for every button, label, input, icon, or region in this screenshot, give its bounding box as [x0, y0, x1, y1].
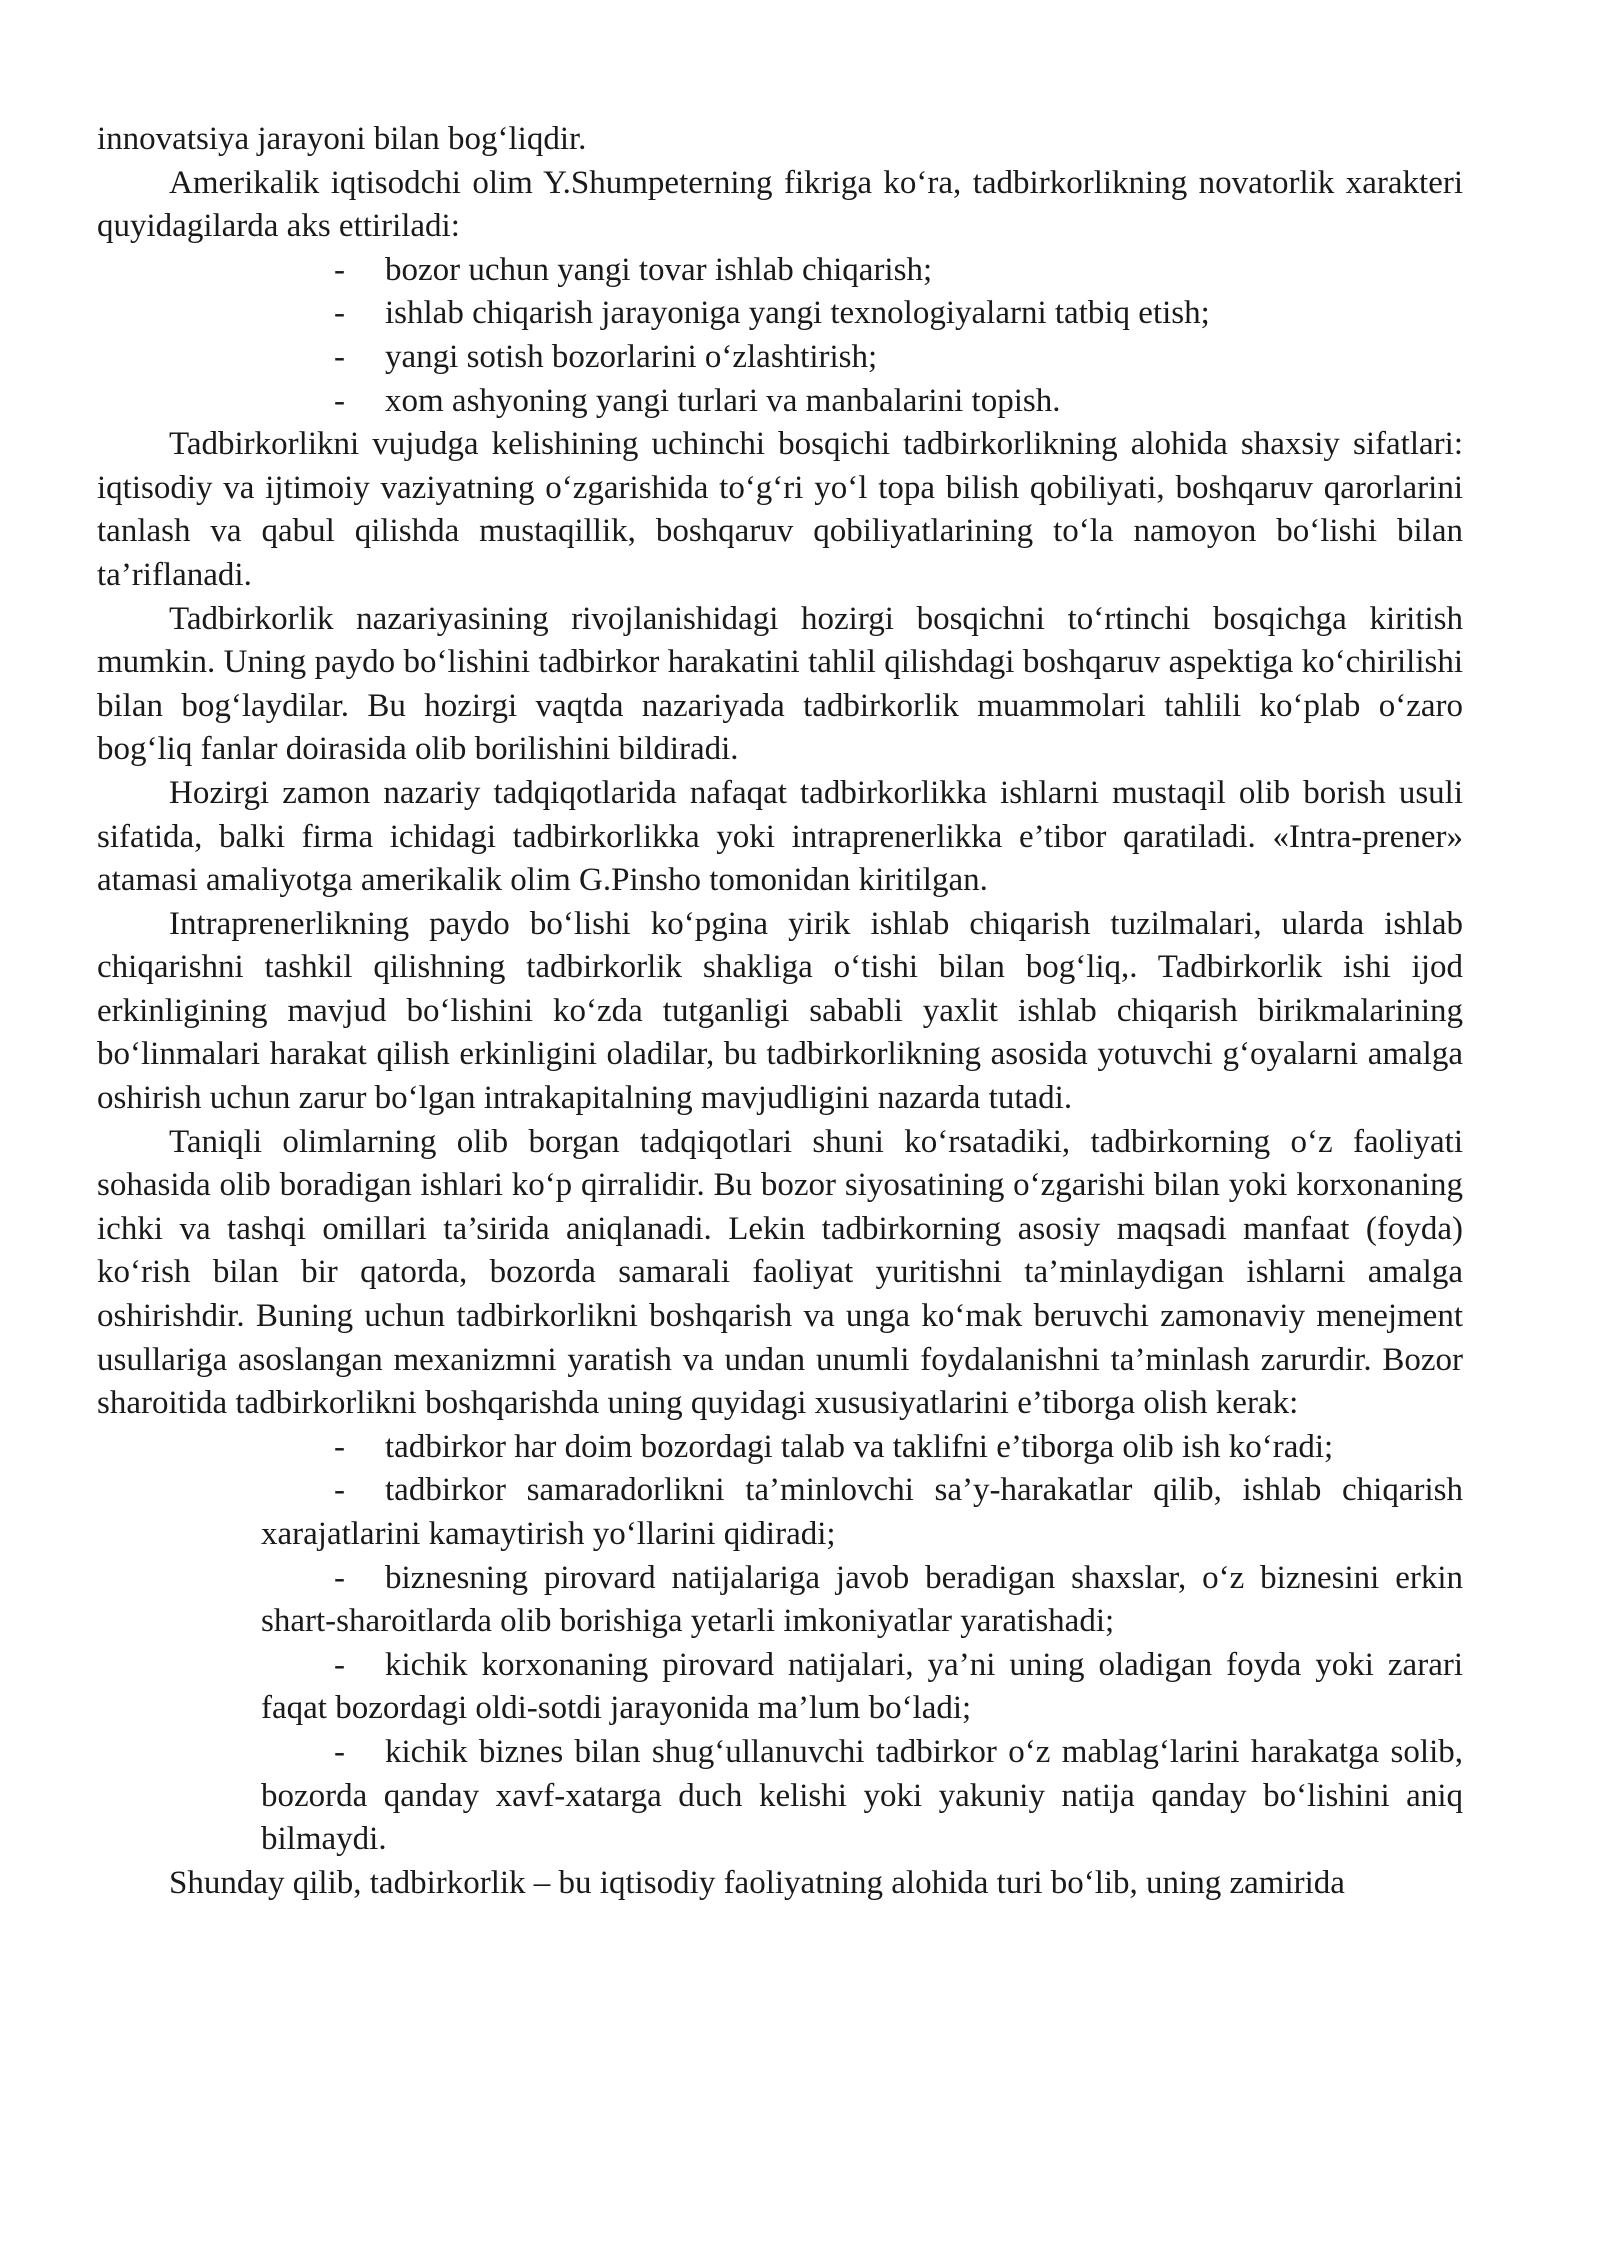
list-item-text: tadbirkor har doim bozordagi talab va taklifni e’tiborga olib ish ko‘radi; [385, 1428, 1334, 1465]
paragraph-conclusion: Shunday qilib, tadbirkorlik – bu iqtisodiy faoliyatning alohida turi bo‘lib, uning zamirida [169, 1864, 1345, 1901]
list-item-text: ishlab chiqarish jarayoniga yangi texnologiyalarni tatbiq etish; [385, 295, 1210, 332]
dash-marker: - [334, 1646, 345, 1683]
list-item [97, 1426, 1463, 1470]
dash-marker: - [334, 251, 345, 288]
dash-marker: - [334, 338, 345, 375]
list-item [97, 249, 1463, 293]
paragraph-third-stage: Tadbirkorlikni vujudga kelishining uchinchi bosqichi tadbirkorlikning alohida shaxsiy sifatlari: iqtisodiy va ijtimoiy vaziyatning o‘zgarishida to‘g‘ri yo‘l topa bilish qobiliyati, boshqaruv qarorlarini tanlash va qabul qilishda mustaqillik, boshqaruv qobiliyatlarining to‘la namoyon bo‘lishi bilan ta’riflanadi. [97, 426, 1463, 593]
dash-marker: - [334, 1559, 345, 1596]
paragraph-intrapreneurship-origin: Intraprenerlikning paydo bo‘lishi ko‘pgina yirik ishlab chiqarish tuzilmalari, ularda ishlab chiqarishni tashkil qilishning tadbirkorlik shakliga o‘tishi bilan bog‘liq,. Tadbirkorlik ishi ijod erkinligining mavjud bo‘lishini ko‘zda tutganligi sababli yaxlit ishlab chiqarish birikmalarining bo‘linmalari harakat qilish erkinligini oladilar, bu tadbirkorlikning asosida yotuvchi g‘oyalarni amalga oshirish uchun zarur bo‘lgan intrakapitalning mavjudligini nazarda tutadi. [97, 905, 1463, 1117]
list-item-text: yangi sotish bozorlarini o‘zlashtirish; [385, 338, 878, 375]
paragraph-schumpeter: Amerikalik iqtisodchi olim Y.Shumpeterning fikriga ko‘ra, tadbirkorlikning novatorlik xarakteri quyidagilarda aks ettiriladi: [97, 164, 1463, 245]
list-item [97, 1731, 1463, 1862]
paragraph-continuation: innovatsiya jarayoni bilan bog‘liqdir. [97, 121, 587, 157]
dash-marker: - [334, 295, 345, 332]
dash-marker: - [334, 1428, 345, 1465]
dash-marker: - [334, 1733, 345, 1770]
list-item-text: bozor uchun yangi tovar ishlab chiqarish; [385, 251, 933, 288]
list-item [97, 380, 1463, 424]
dash-marker: - [334, 1472, 345, 1509]
list-item-text: kichik biznes bilan shug‘ullanuvchi tadbirkor o‘z mablag‘larini harakatga solib, bozorda qanday xavf-xatarga duch kelishi yoki yakuniy natija qanday bo‘lishini aniq bilmaydi. [261, 1733, 1463, 1858]
document-page [97, 118, 1463, 1905]
list-item-text: kichik korxonaning pirovard natijalari, ya’ni uning oladigan foyda yoki zarari faqat bozordagi oldi-sotdi jarayonida ma’lum bo‘ladi; [261, 1646, 1463, 1727]
paragraph-research: Taniqli olimlarning olib borgan tadqiqotlari shuni ko‘rsatadiki, tadbirkorning o‘z faoliyati sohasida olib boradigan ishlari ko‘p qirralidir. Bu bozor siyosatining o‘zgarishi bilan yoki korxonaning ichki va tashqi omillari ta’sirida aniqlanadi. Lekin tadbirkorning asosiy maqsadi manfaat (foyda) ko‘rish bilan bir qatorda, bozorda samarali faoliyat yuritishni ta’minlaydigan ishlarni amalga oshirishdir. Buning uchun tadbirkorlikni boshqarish va unga ko‘mak beruvchi zamonaviy menejment usullariga asoslangan mexanizmni yaratish va undan unumli foydalanishni ta’minlash zarurdir. Bozor sharoitida tadbirkorlikni boshqarishda uning quyidagi xususiyatlarini e’tiborga olish kerak: [97, 1123, 1463, 1422]
list-item-text: tadbirkor samaradorlikni ta’minlovchi sa’y-harakatlar qilib, ishlab chiqarish xarajatlarini kamaytirish yo‘llarini qidiradi; [261, 1472, 1463, 1552]
list-item [97, 292, 1463, 336]
list-item-text: xom ashyoning yangi turlari va manbalarini topish. [385, 382, 1061, 419]
list-item [97, 1644, 1463, 1731]
list-item [97, 1469, 1463, 1556]
list-item-text: biznesning pirovard natijalariga javob beradigan shaxslar, o‘z biznesini erkin shart-sharoitlarda olib borishiga yetarli imkoniyatlar yaratishadi; [261, 1559, 1463, 1640]
list-item [97, 336, 1463, 380]
list-item [97, 1557, 1463, 1644]
paragraph-intrapreneur: Hozirgi zamon nazariy tadqiqotlarida nafaqat tadbirkorlikka ishlarni mustaqil olib borish usuli sifatida, balki firma ichidagi tadbirkorlikka yoki intraprenerlikka e’tibor qaratiladi. «Intra-prener» atamasi amaliyotga amerikalik olim G.Pinsho tomonidan kiritilgan. [97, 774, 1463, 899]
paragraph-fourth-stage: Tadbirkorlik nazariyasining rivojlanishidagi hozirgi bosqichni to‘rtinchi bosqichga kiritish mumkin. Uning paydo bo‘lishini tadbirkor harakatini tahlil qilishdagi boshqaruv aspektiga ko‘chirilishi bilan bog‘laydilar. Bu hozirgi vaqtda nazariyada tadbirkorlik muammolari tahlili ko‘plab o‘zaro bog‘liq fanlar doirasida olib borilishini bildiradi. [97, 600, 1463, 768]
dash-marker: - [334, 382, 345, 419]
